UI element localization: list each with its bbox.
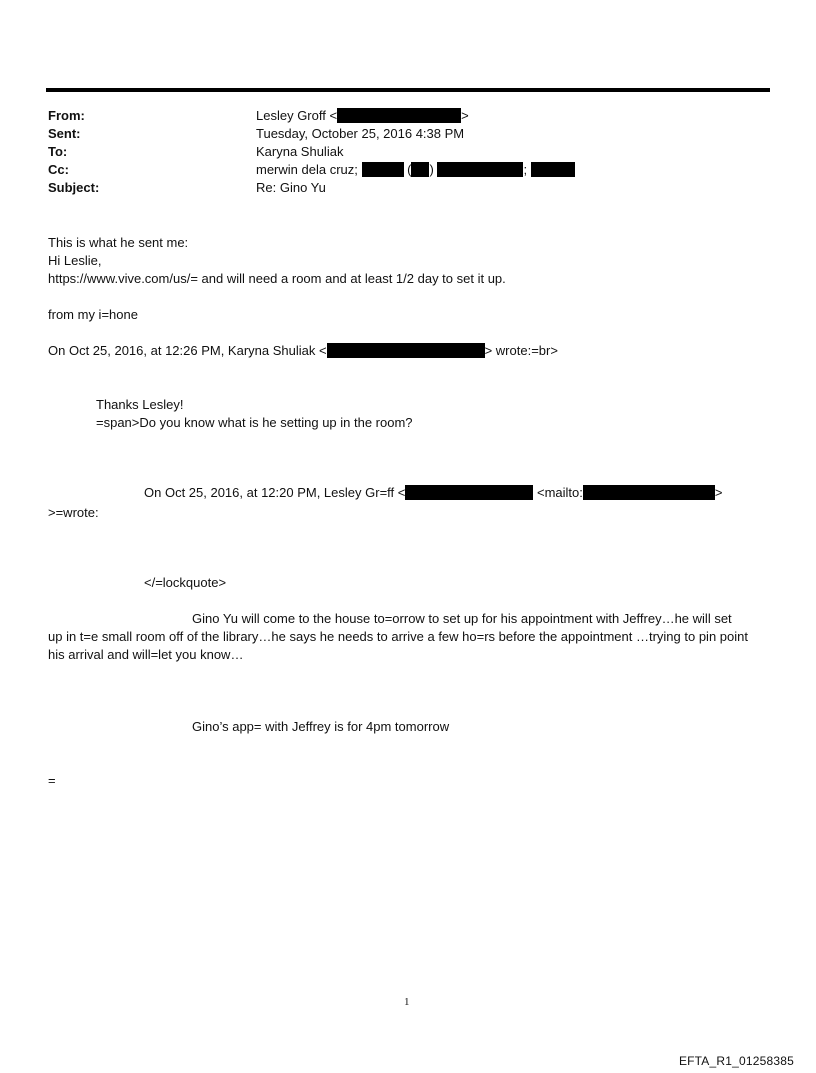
redaction-box <box>437 162 523 177</box>
redaction-box <box>405 485 533 500</box>
quoted-line: Gino’s app= with Jeffrey is for 4pm tomorrow <box>192 719 450 734</box>
subject-value: Re: Gino Yu <box>256 180 326 195</box>
to-value: Karyna Shuliak <box>256 144 344 159</box>
quote-suffix: > wrote:=br> <box>484 343 558 358</box>
quote-header <box>48 342 558 360</box>
bates-number: EFTA_R1_01258385 <box>678 1054 794 1068</box>
redaction-box <box>531 162 575 177</box>
quoted-paragraph-first: Gino Yu will come to the house to=orrow to set up for his appointment with Jeffrey…he will set <box>192 611 732 626</box>
cc-paren-open: ( <box>407 162 412 177</box>
body-line: from my i=hone <box>48 307 138 322</box>
quoted-line: </=lockquote> <box>144 575 227 590</box>
mailto-close: > <box>714 485 723 500</box>
from-close: > <box>461 108 469 123</box>
quoted-line: Thanks Lesley! <box>96 397 184 412</box>
cc-semicolon: ; <box>523 162 528 177</box>
from-label: From: <box>48 108 85 123</box>
cc-name: merwin dela cruz; <box>256 162 358 177</box>
cc-value <box>256 162 575 177</box>
header-rule <box>46 88 770 92</box>
to-label: To: <box>48 144 68 159</box>
quote-header <box>144 484 722 502</box>
body-line: https://www.vive.com/us/= and will need a room and at least 1/2 day to set it up. <box>48 271 506 286</box>
redaction-box <box>411 162 429 177</box>
cc-label: Cc: <box>48 162 69 177</box>
from-name: Lesley Groff < <box>256 108 338 123</box>
quoted-line: =span>Do you know what is he setting up in the room? <box>96 415 413 430</box>
sent-value: Tuesday, October 25, 2016 4:38 PM <box>256 126 465 141</box>
body-line: This is what he sent me: <box>48 235 189 250</box>
cc-paren-close: ) <box>429 162 434 177</box>
sent-label: Sent: <box>48 126 81 141</box>
subject-label: Subject: <box>48 180 100 195</box>
redaction-box <box>327 343 485 358</box>
quote-prefix: On Oct 25, 2016, at 12:20 PM, Lesley Gr=ff < <box>144 485 406 500</box>
quoted-line: = <box>48 773 56 788</box>
body-line: Hi Leslie, <box>48 253 102 268</box>
quote-prefix: On Oct 25, 2016, at 12:26 PM, Karyna Shuliak < <box>48 343 327 358</box>
quoted-line: >=wrote: <box>48 505 99 520</box>
redaction-box <box>583 485 715 500</box>
redaction-box <box>362 162 404 177</box>
page-number: 1 <box>404 996 410 1008</box>
redaction-box <box>337 108 461 123</box>
mailto-text: <mailto: <box>536 485 583 500</box>
from-value <box>256 108 469 123</box>
quoted-paragraph-rest: up in t=e small room off of the library…he says he needs to arrive a few ho=rs before the appointment …trying to pin point his arrival and will=let you know… <box>48 629 748 662</box>
